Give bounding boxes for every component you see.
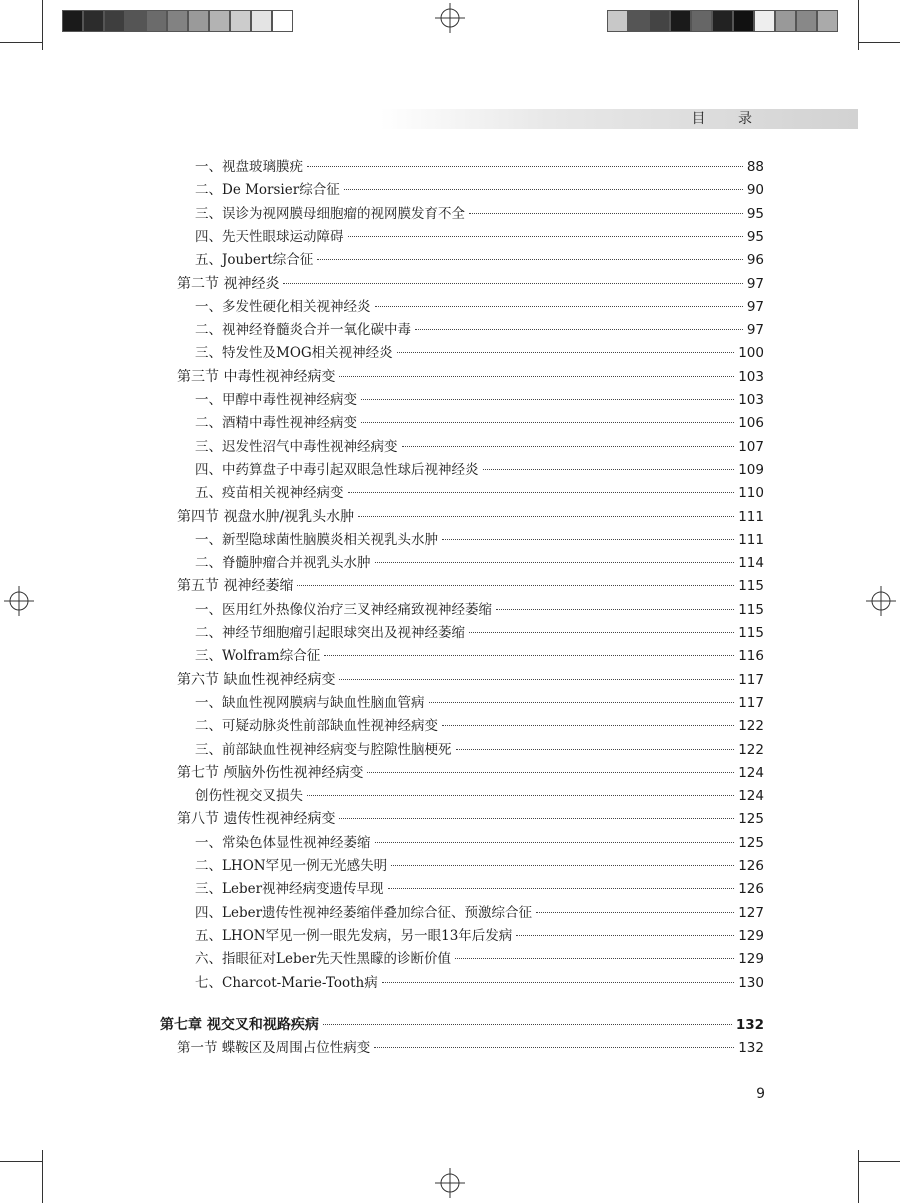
toc-dot-leader [323,1023,732,1025]
toc-entry[interactable] [195,832,764,855]
toc-entry[interactable] [195,925,764,948]
toc-entry-page: 97 [746,275,764,292]
toc-dot-leader [324,654,734,656]
toc-entry-page: 96 [746,252,764,269]
toc-entry-page: 130 [738,974,764,991]
toc-entry-title: 五、LHON罕见一例一眼先发病，另一眼13年后发病 [195,927,513,944]
toc-entry[interactable] [195,412,764,435]
toc-entry-page: 115 [738,601,764,618]
toc-entry-page: 107 [738,438,764,455]
toc-entry-title: 五、Joubert综合征 [195,252,314,269]
toc-entry[interactable] [195,645,764,668]
header-band [380,109,858,129]
toc-entry[interactable] [195,482,764,505]
toc-entry-title: 六、指眼征对Leber先天性黑矇的诊断价值 [195,951,452,968]
crop-mark [0,42,42,43]
toc-entry-title: 四、先天性眼球运动障碍 [195,228,344,245]
toc-entry-title: 七、Charcot-Marie-Tooth病 [195,974,378,991]
toc-dot-leader [358,515,734,517]
toc-dot-leader [388,887,735,889]
toc-entry-title: 四、中药算盘子中毒引起双眼急性球后视神经炎 [195,461,479,478]
crop-mark [858,42,900,43]
toc-dot-leader [283,282,742,284]
toc-entry[interactable] [195,436,764,459]
toc-entry[interactable] [195,226,764,249]
toc-entry[interactable] [195,156,764,179]
toc-dot-leader [307,165,743,167]
toc-entry-page: 117 [738,694,764,711]
toc-entry-page: 106 [738,415,764,432]
toc-entry[interactable] [195,599,764,622]
toc-entry[interactable] [177,273,764,296]
toc-dot-leader [339,817,734,819]
toc-dot-leader [375,841,735,843]
toc-entry-title: 第八节 遗传性视神经病变 [177,811,336,828]
toc-dot-leader [442,724,734,726]
toc-entry-title: 一、甲醇中毒性视神经病变 [195,392,357,408]
toc-entry-page: 95 [746,228,764,245]
toc-entry[interactable] [195,948,764,971]
toc-entry[interactable] [160,1014,764,1037]
toc-entry-title: 二、神经节细胞瘤引起眼球突出及视神经萎缩 [195,625,465,641]
toc-dot-leader [375,561,735,563]
toc-dot-leader [374,1046,734,1048]
calibration-bar-left [62,10,293,32]
toc-dot-leader [297,584,734,586]
toc-entry[interactable] [177,366,764,389]
toc-dot-leader [415,328,743,330]
toc-entry-page: 126 [738,881,764,898]
toc-dot-leader [469,631,734,633]
crop-mark [858,1150,859,1203]
toc-dot-leader [456,748,735,750]
toc-entry-title: 一、视盘玻璃膜疣 [195,159,303,175]
toc-dot-leader [391,864,734,866]
registration-mark-left-icon [4,586,34,616]
toc-entry-page: 129 [738,927,764,944]
toc-entry-page: 129 [738,951,764,968]
toc-entry[interactable] [195,878,764,901]
toc-entry-title: 三、迟发性沼气中毒性视神经病变 [195,438,398,455]
toc-entry-page: 103 [738,392,764,408]
toc-entry-title: 二、LHON罕见一例无光感失明 [195,858,388,874]
toc-entry[interactable] [195,529,764,552]
toc-entry-page: 111 [738,531,764,548]
toc-dot-leader [307,794,734,796]
toc-entry-page: 114 [738,555,764,572]
toc-entry-title: 第三节 中毒性视神经病变 [177,368,336,385]
crop-mark [42,1150,43,1203]
toc-dot-leader [348,235,743,237]
toc-dot-leader [317,258,743,260]
toc-entry-title: 第七章 视交叉和视路疾病 [160,1016,319,1033]
toc-entry-title: 第五节 视神经萎缩 [177,578,294,595]
toc-entry[interactable] [195,459,764,482]
toc-entry[interactable] [195,203,764,226]
calibration-bar-right [607,10,838,32]
toc-entry-page: 97 [746,322,764,339]
toc-entry-title: 二、视神经脊髓炎合并一氧化碳中毒 [195,322,411,339]
toc-entry[interactable] [177,762,764,785]
toc-dot-leader [375,305,743,307]
toc-entry-page: 122 [738,741,764,758]
toc-entry[interactable] [195,552,764,575]
toc-dot-leader [516,934,734,936]
toc-entry-page: 90 [746,182,764,199]
toc-entry-title: 一、医用红外热像仪治疗三叉神经痛致视神经萎缩 [195,601,492,618]
toc-entry-title: 三、误诊为视网膜母细胞瘤的视网膜发育不全 [195,205,465,222]
toc-entry-page: 103 [738,368,764,385]
toc-dot-leader [382,981,734,983]
toc-entry[interactable] [195,739,764,762]
toc-entry-title: 三、Wolfram综合征 [195,648,321,665]
toc-entry[interactable] [195,622,764,645]
toc-entry-title: 创伤性视交叉损失 [195,788,303,805]
toc-entry-page: 122 [738,718,764,735]
toc-entry-title: 三、前部缺血性视神经病变与腔隙性脑梗死 [195,741,452,758]
toc-dot-leader [442,538,734,540]
toc-entry-page: 115 [738,578,764,595]
crop-mark [0,1161,42,1162]
toc-entry[interactable] [195,902,764,925]
toc-entry-title: 二、脊髓肿瘤合并视乳头水肿 [195,555,371,572]
registration-mark-bottom-icon [435,1168,465,1198]
toc-entry[interactable] [195,972,764,995]
toc-entry-page: 116 [738,648,764,665]
toc-dot-leader [397,351,735,353]
toc-entry-page: 117 [738,671,764,688]
toc-entry-title: 一、常染色体显性视神经萎缩 [195,834,371,851]
toc-entry-title: 第二节 视神经炎 [177,275,280,292]
toc-entry-page: 95 [746,205,764,222]
running-header-title: 目 录 [691,111,766,127]
toc-entry-title: 五、疫苗相关视神经病变 [195,485,344,502]
crop-mark [858,1161,900,1162]
toc-entry-title: 一、缺血性视网膜病与缺血性脑血管病 [195,694,425,711]
toc-entry-title: 三、特发性及MOG相关视神经炎 [195,345,393,362]
toc-entry-title: 二、可疑动脉炎性前部缺血性视神经病变 [195,718,438,735]
toc-entry-page: 110 [738,485,764,502]
toc-entry-title: 四、Leber遗传性视神经萎缩伴叠加综合征、预激综合征 [195,904,533,921]
toc-entry-title: 第四节 视盘水肿/视乳头水肿 [177,508,355,525]
toc-dot-leader [339,678,734,680]
toc-entry-title: 一、新型隐球菌性脑膜炎相关视乳头水肿 [195,531,438,548]
toc-entry[interactable] [195,249,764,272]
toc-entry-title: 第六节 缺血性视神经病变 [177,671,336,688]
toc-entry[interactable] [177,669,764,692]
toc-entry[interactable] [195,296,764,319]
registration-mark-top-icon [435,3,465,33]
registration-mark-right-icon [866,586,896,616]
toc-dot-leader [455,957,734,959]
toc-entry-page: 100 [738,345,764,362]
toc-entry-page: 115 [738,625,764,641]
toc-dot-leader [339,375,734,377]
toc-entry[interactable] [195,319,764,342]
toc-entry-title: 一、多发性硬化相关视神经炎 [195,298,371,315]
toc-dot-leader [483,468,735,470]
toc-entry-page: 126 [738,858,764,874]
toc-dot-leader [429,701,735,703]
toc-dot-leader [348,491,735,493]
toc-entry-title: 二、De Morsier综合征 [195,182,340,199]
toc-entry[interactable] [195,179,764,202]
toc-entry[interactable] [195,785,764,808]
toc-dot-leader [402,445,735,447]
toc-dot-leader [344,188,743,190]
toc-entry-page: 125 [738,811,764,828]
toc-entry-page: 132 [735,1016,764,1033]
toc-entry[interactable] [195,389,764,412]
toc-dot-leader [496,608,734,610]
toc-entry-page: 97 [746,298,764,315]
toc-dot-leader [361,421,734,423]
toc-entry-page: 111 [738,508,764,525]
toc-entry[interactable] [195,715,764,738]
toc-entry[interactable] [177,575,764,598]
toc-entry-title: 第七节 颅脑外伤性视神经病变 [177,764,364,781]
toc-entry-page: 127 [738,904,764,921]
toc-entry-page: 125 [738,834,764,851]
page-number: 9 [756,1086,765,1102]
toc-entry[interactable] [177,808,764,831]
toc-dot-leader [367,771,734,773]
toc-entry[interactable] [195,855,764,878]
toc-dot-leader [469,212,743,214]
toc-entry-page: 132 [738,1040,764,1057]
crop-mark [42,0,43,50]
toc-entry-page: 109 [738,461,764,478]
toc-entry-page: 124 [738,764,764,781]
toc-entry-title: 二、酒精中毒性视神经病变 [195,415,357,432]
toc-entry-page: 88 [746,159,764,175]
toc-entry-page: 124 [738,788,764,805]
toc-entry[interactable] [195,692,764,715]
toc-dot-leader [536,911,734,913]
toc-entry[interactable] [195,342,764,365]
toc-entry[interactable] [177,506,764,529]
toc-entry-title: 三、Leber视神经病变遗传早现 [195,881,384,898]
crop-mark [858,0,859,50]
toc-entry-title: 第一节 蝶鞍区及周围占位性病变 [177,1040,371,1057]
toc-entry[interactable] [177,1037,764,1060]
toc-dot-leader [361,398,734,400]
